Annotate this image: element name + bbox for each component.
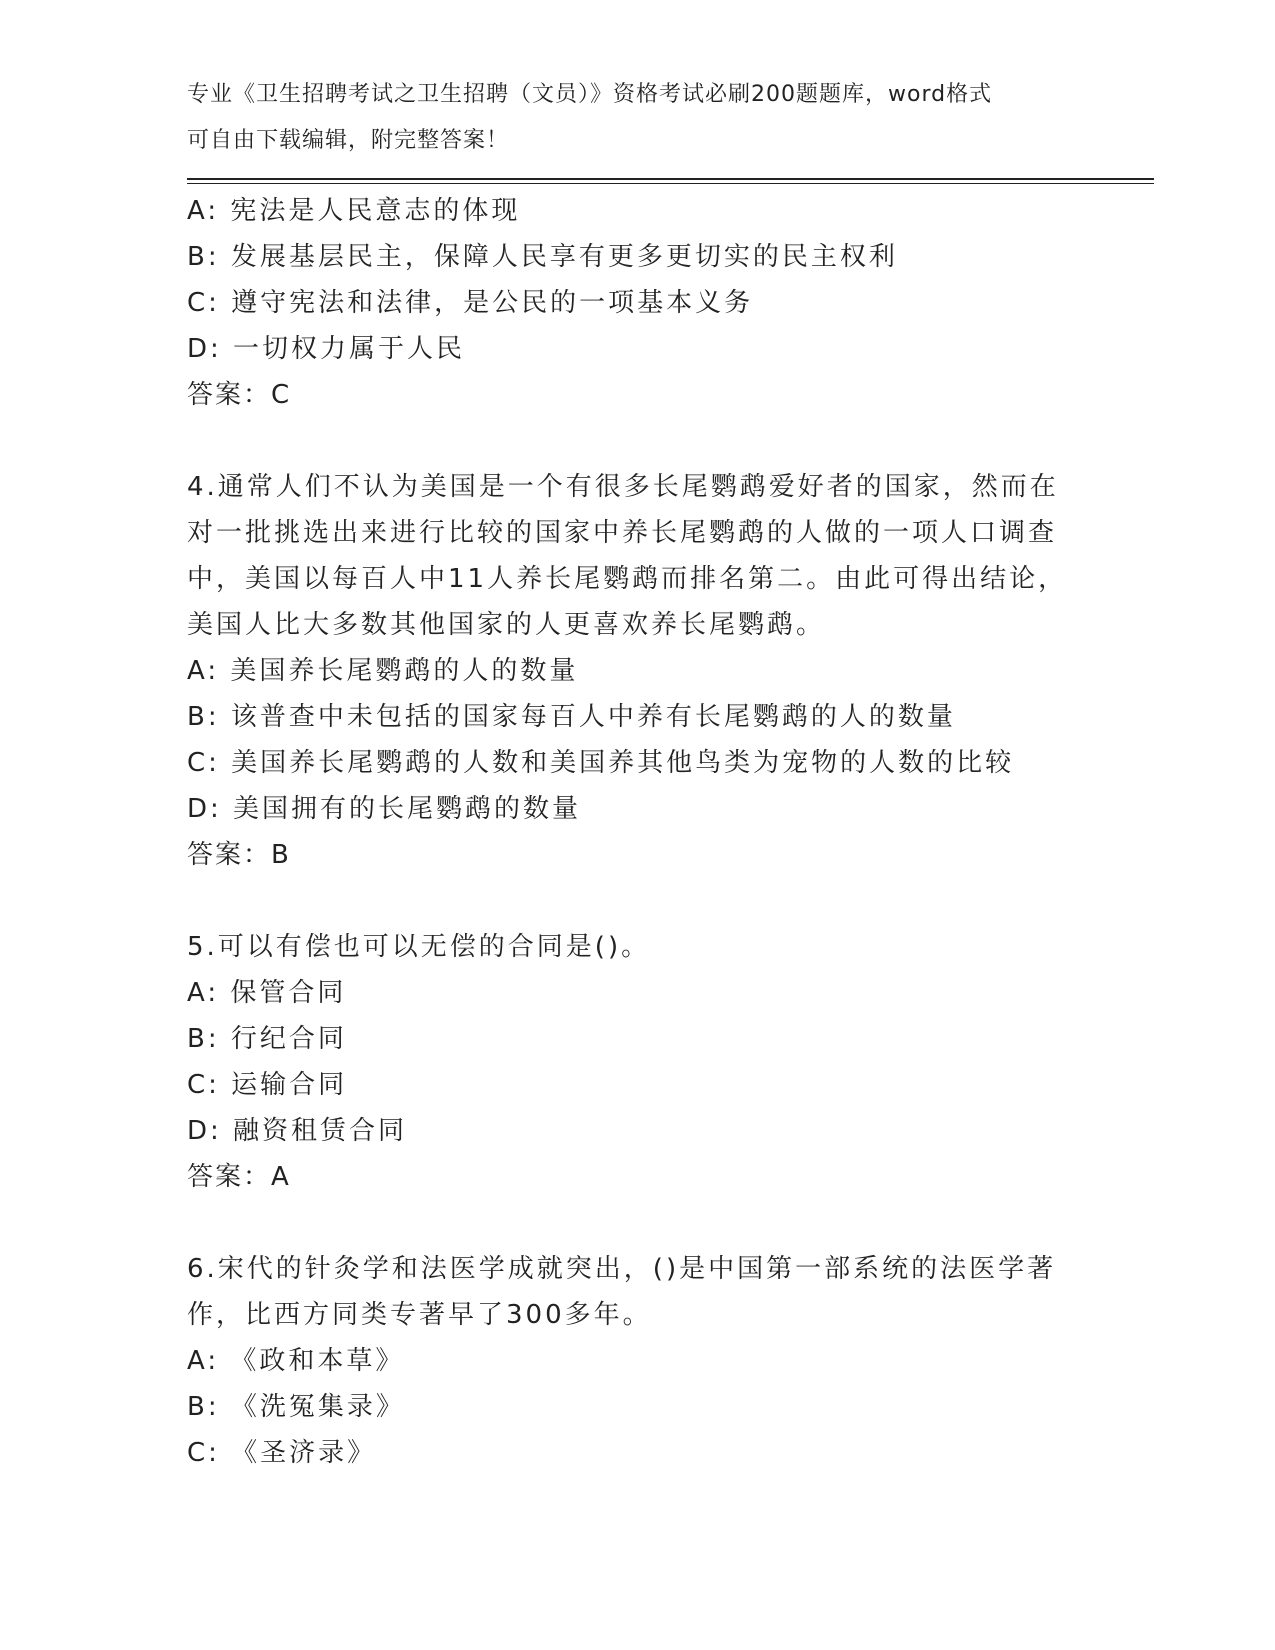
header-divider-thin: [187, 183, 1154, 184]
header-line-1: 专业《卫生招聘考试之卫生招聘（文员）》资格考试必刷200题题库，word格式: [187, 82, 993, 107]
option-a: A: 《政和本草》: [187, 1346, 405, 1376]
option-d: D: 美国拥有的长尾鹦鹉的数量: [187, 794, 582, 824]
answer-line: 答案：A: [187, 1162, 291, 1192]
option-a: A: 宪法是人民意志的体现: [187, 196, 521, 226]
option-c: C: 《圣济录》: [187, 1438, 377, 1468]
option-c: C: 运输合同: [187, 1070, 348, 1100]
question-5: [187, 924, 1087, 1200]
answer-line: 答案：B: [187, 840, 291, 870]
header-line-2: 可自由下载编辑，附完整答案！: [187, 128, 510, 153]
answer-line: 答案：C: [187, 380, 292, 410]
option-b: B: 发展基层民主，保障人民享有更多更切实的民主权利: [187, 242, 898, 272]
option-b: B: 行纪合同: [187, 1024, 347, 1054]
spacer: [187, 1200, 1087, 1246]
spacer: [187, 878, 1087, 924]
question-stem-line: 中，美国以每百人中11人养长尾鹦鹉而排名第二。由此可得出结论，: [187, 564, 1068, 594]
question-stem-line: 4.通常人们不认为美国是一个有很多长尾鹦鹉爱好者的国家，然而在: [187, 472, 1059, 502]
option-c: C: 美国养长尾鹦鹉的人数和美国养其他鸟类为宠物的人数的比较: [187, 748, 1015, 778]
question-content: [187, 188, 1087, 1476]
option-a: A: 美国养长尾鹦鹉的人的数量: [187, 656, 579, 686]
question-stem-line: 美国人比大多数其他国家的人更喜欢养长尾鹦鹉。: [187, 610, 826, 640]
question-stem-line: 6.宋代的针灸学和法医学成就突出，()是中国第一部系统的法医学著: [187, 1254, 1057, 1284]
question-3: [187, 188, 1087, 418]
question-stem-line: 作，比西方同类专著早了300多年。: [187, 1300, 652, 1330]
option-b: B: 《洗冤集录》: [187, 1392, 405, 1422]
question-4: [187, 464, 1087, 878]
question-stem-line: 对一批挑选出来进行比较的国家中养长尾鹦鹉的人做的一项人口调查: [187, 518, 1058, 548]
option-d: D: 一切权力属于人民: [187, 334, 466, 364]
document-header: [187, 72, 1067, 164]
option-a: A: 保管合同: [187, 978, 347, 1008]
spacer: [187, 418, 1087, 464]
option-b: B: 该普查中未包括的国家每百人中养有长尾鹦鹉的人的数量: [187, 702, 956, 732]
question-6: [187, 1246, 1087, 1476]
option-c: C: 遵守宪法和法律，是公民的一项基本义务: [187, 288, 754, 318]
header-divider-thick: [187, 178, 1154, 180]
option-d: D: 融资租赁合同: [187, 1116, 408, 1146]
question-stem-line: 5.可以有偿也可以无偿的合同是()。: [187, 932, 651, 962]
